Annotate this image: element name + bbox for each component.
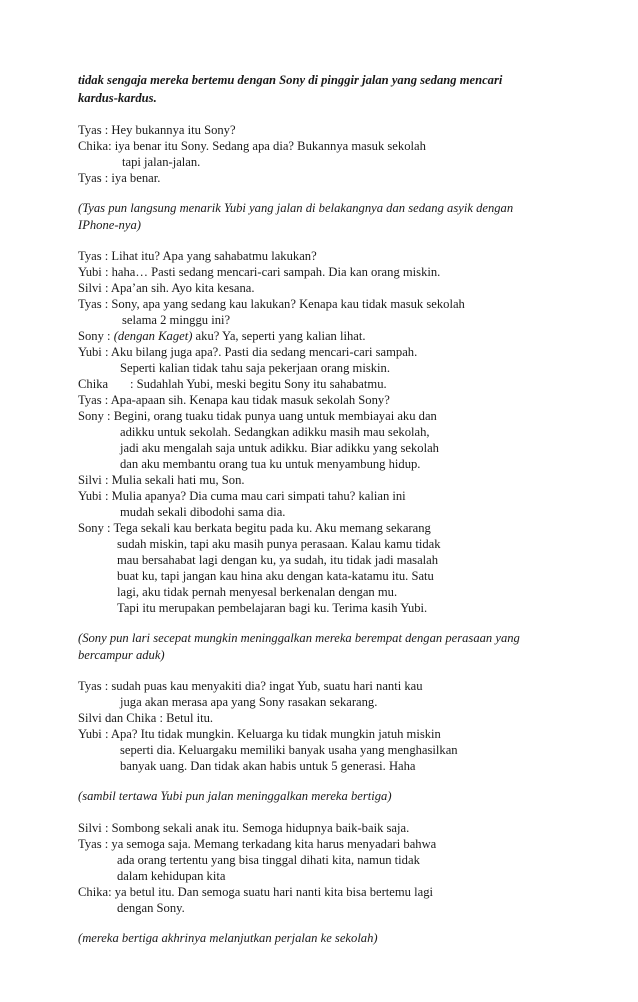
- dialogue-continuation: buat ku, tapi jangan kau hina aku dengan kata-katamu itu. Satu: [117, 569, 434, 583]
- dialogue-line: [78, 328, 366, 344]
- dialogue-continuation: jadi aku mengalah saja untuk adikku. Biar adikku yang sekolah: [120, 441, 439, 455]
- dialogue-continuation: Seperti kalian tidak tahu saja pekerjaan orang miskin.: [120, 361, 390, 375]
- dialogue-continuation: selama 2 minggu ini?: [122, 313, 231, 327]
- dialogue-continuation: juga akan merasa apa yang Sony rasakan sekarang.: [120, 695, 378, 709]
- dialogue-line: Tyas : Sony, apa yang sedang kau lakukan? Kenapa kau tidak masuk sekolah: [78, 297, 465, 311]
- inline-direction: (dengan Kaget): [113, 329, 193, 343]
- speaker-label: Chika: [78, 377, 109, 391]
- dialogue-continuation: dengan Sony.: [117, 901, 185, 915]
- dialogue-line: Silvi : Sombong sekali anak itu. Semoga hidupnya baik-baik saja.: [78, 821, 410, 835]
- dialogue-line: Tyas : Hey bukannya itu Sony?: [78, 123, 236, 137]
- dialogue-line: Sony : Begini, orang tuaku tidak punya uang untuk membiayai aku dan: [78, 409, 437, 423]
- dialogue-continuation: banyak uang. Dan tidak akan habis untuk 5 generasi. Haha: [120, 759, 416, 773]
- narration-line: kardus-kardus.: [78, 91, 157, 105]
- dialogue-line: Sony : Tega sekali kau berkata begitu pada ku. Aku memang sekarang: [78, 521, 431, 535]
- dialogue-text: aku? Ya, seperti yang kalian lihat.: [192, 329, 366, 343]
- dialogue-continuation: mudah sekali dibodohi sama dia.: [120, 505, 286, 519]
- dialogue-line: Yubi : haha… Pasti sedang mencari-cari sampah. Dia kan orang miskin.: [78, 265, 441, 279]
- stage-direction: (mereka bertiga akhrinya melanjutkan perjalan ke sekolah): [78, 931, 378, 945]
- narration-line: tidak sengaja mereka bertemu dengan Sony di pinggir jalan yang sedang mencari: [78, 73, 503, 87]
- dialogue-continuation: lagi, aku tidak pernah menyesal berkenalan dengan mu.: [117, 585, 398, 599]
- stage-direction: IPhone-nya): [78, 218, 141, 232]
- speaker-label: Sony :: [78, 329, 114, 343]
- dialogue-line: Yubi : Aku bilang juga apa?. Pasti dia sedang mencari-cari sampah.: [78, 345, 418, 359]
- stage-direction: (Tyas pun langsung menarik Yubi yang jalan di belakangnya dan sedang asyik dengan: [78, 201, 514, 215]
- dialogue-text: : Sudahlah Yubi, meski begitu Sony itu sahabatmu.: [130, 377, 387, 391]
- dialogue-continuation: seperti dia. Keluargaku memiliki banyak usaha yang menghasilkan: [120, 743, 458, 757]
- dialogue-line: Tyas : iya benar.: [78, 171, 161, 185]
- dialogue-line: Tyas : ya semoga saja. Memang terkadang kita harus menyadari bahwa: [78, 837, 437, 851]
- stage-direction: (Sony pun lari secepat mungkin meninggalkan mereka berempat dengan perasaan yang: [78, 631, 520, 645]
- dialogue-line: Yubi : Mulia apanya? Dia cuma mau cari simpati tahu? kalian ini: [78, 489, 406, 503]
- dialogue-line: Silvi : Apa’an sih. Ayo kita kesana.: [78, 281, 255, 295]
- dialogue-continuation: mau bersahabat lagi dengan ku, ya sudah, itu tidak jadi masalah: [117, 553, 439, 567]
- dialogue-line: Tyas : sudah puas kau menyakiti dia? ingat Yub, suatu hari nanti kau: [78, 679, 423, 693]
- dialogue-line: Silvi dan Chika : Betul itu.: [78, 711, 214, 725]
- dialogue-continuation: dalam kehidupan kita: [117, 869, 226, 883]
- dialogue-line: Chika: ya betul itu. Dan semoga suatu hari nanti kita bisa bertemu lagi: [78, 885, 433, 899]
- dialogue-continuation: dan aku membantu orang tua ku untuk menyambung hidup.: [120, 457, 421, 471]
- dialogue-line: Tyas : Apa-apaan sih. Kenapa kau tidak masuk sekolah Sony?: [78, 393, 390, 407]
- dialogue-line: Tyas : Lihat itu? Apa yang sahabatmu lakukan?: [78, 249, 317, 263]
- dialogue-line: Yubi : Apa? Itu tidak mungkin. Keluarga ku tidak mungkin jatuh miskin: [78, 727, 441, 741]
- dialogue-continuation: Tapi itu merupakan pembelajaran bagi ku. Terima kasih Yubi.: [117, 601, 428, 615]
- dialogue-continuation: ada orang tertentu yang bisa tinggal dihati kita, namun tidak: [117, 853, 420, 867]
- dialogue-continuation: sudah miskin, tapi aku masih punya perasaan. Kalau kamu tidak: [117, 537, 441, 551]
- stage-direction: bercampur aduk): [78, 648, 165, 662]
- stage-direction: (sambil tertawa Yubi pun jalan meninggalkan mereka bertiga): [78, 789, 392, 803]
- dialogue-continuation: adikku untuk sekolah. Sedangkan adikku masih mau sekolah,: [120, 425, 430, 439]
- dialogue-line: Silvi : Mulia sekali hati mu, Son.: [78, 473, 245, 487]
- dialogue-line: [78, 376, 387, 392]
- dialogue-continuation: tapi jalan-jalan.: [122, 155, 201, 169]
- dialogue-line: Chika: iya benar itu Sony. Sedang apa dia? Bukannya masuk sekolah: [78, 139, 426, 153]
